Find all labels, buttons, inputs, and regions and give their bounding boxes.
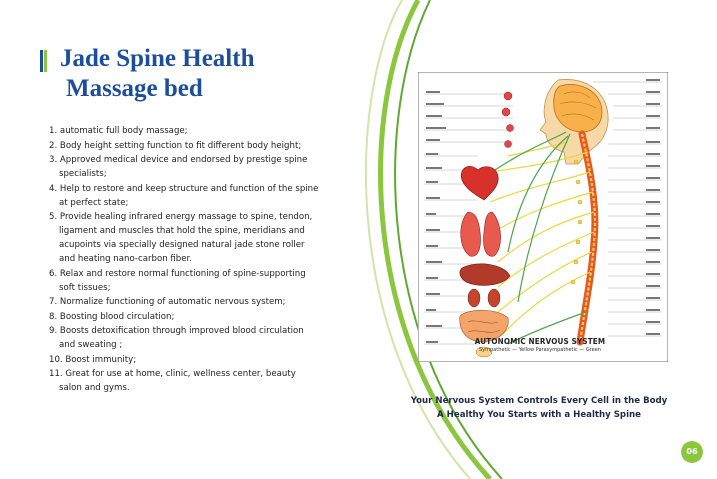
feature-item: 1. automatic full body massage; <box>49 126 188 136</box>
feature-list <box>49 124 319 396</box>
feature-item: 11. Great for use at home, clinic, wellness center, beauty salon and gyms. <box>49 369 296 393</box>
title-line-2: Massage bed <box>66 75 203 102</box>
caption-line-2: A Healthy You Starts with a Healthy Spine <box>437 410 641 420</box>
title-accent-bar <box>40 50 46 72</box>
feature-item: 3. Approved medical device and endorsed by prestige spine specialists; <box>49 155 308 179</box>
feature-item: 7. Normalize functioning of automatic nervous system; <box>49 297 286 307</box>
caption <box>410 394 668 422</box>
feature-item: 5. Provide healing infrared energy massage to spine, tendon, ligament and muscles that hold the spine, meridians and acupoints via specially designed natural jade stone roller and heating nano-carbon fiber. <box>49 212 313 264</box>
page-title <box>60 44 254 104</box>
feature-item: 8. Boosting blood circulation; <box>49 311 175 322</box>
title-line-1: Jade Spine Health <box>60 45 255 72</box>
nervous-system-illustration <box>418 72 668 362</box>
illustration-title: AUTONOMIC NERVOUS SYSTEM <box>474 337 606 346</box>
feature-item: 9. Boosts detoxification through improved blood circulation and sweating ; <box>49 326 304 350</box>
illustration-legend: Sympathetic — Yellow Parasympathetic — Green <box>479 347 601 353</box>
page-number-badge: 06 <box>681 441 703 463</box>
feature-item: 6. Relax and restore normal functioning of spine-supporting soft tissues; <box>49 268 306 293</box>
feature-item: 4. Help to restore and keep structure and function of the spine at perfect state; <box>49 183 319 208</box>
feature-item: 2. Body height setting function to fit different body height; <box>49 140 302 151</box>
caption-line-1: Your Nervous System Controls Every Cell in the Body <box>410 396 668 406</box>
feature-item: 10. Boost immunity; <box>49 354 137 365</box>
